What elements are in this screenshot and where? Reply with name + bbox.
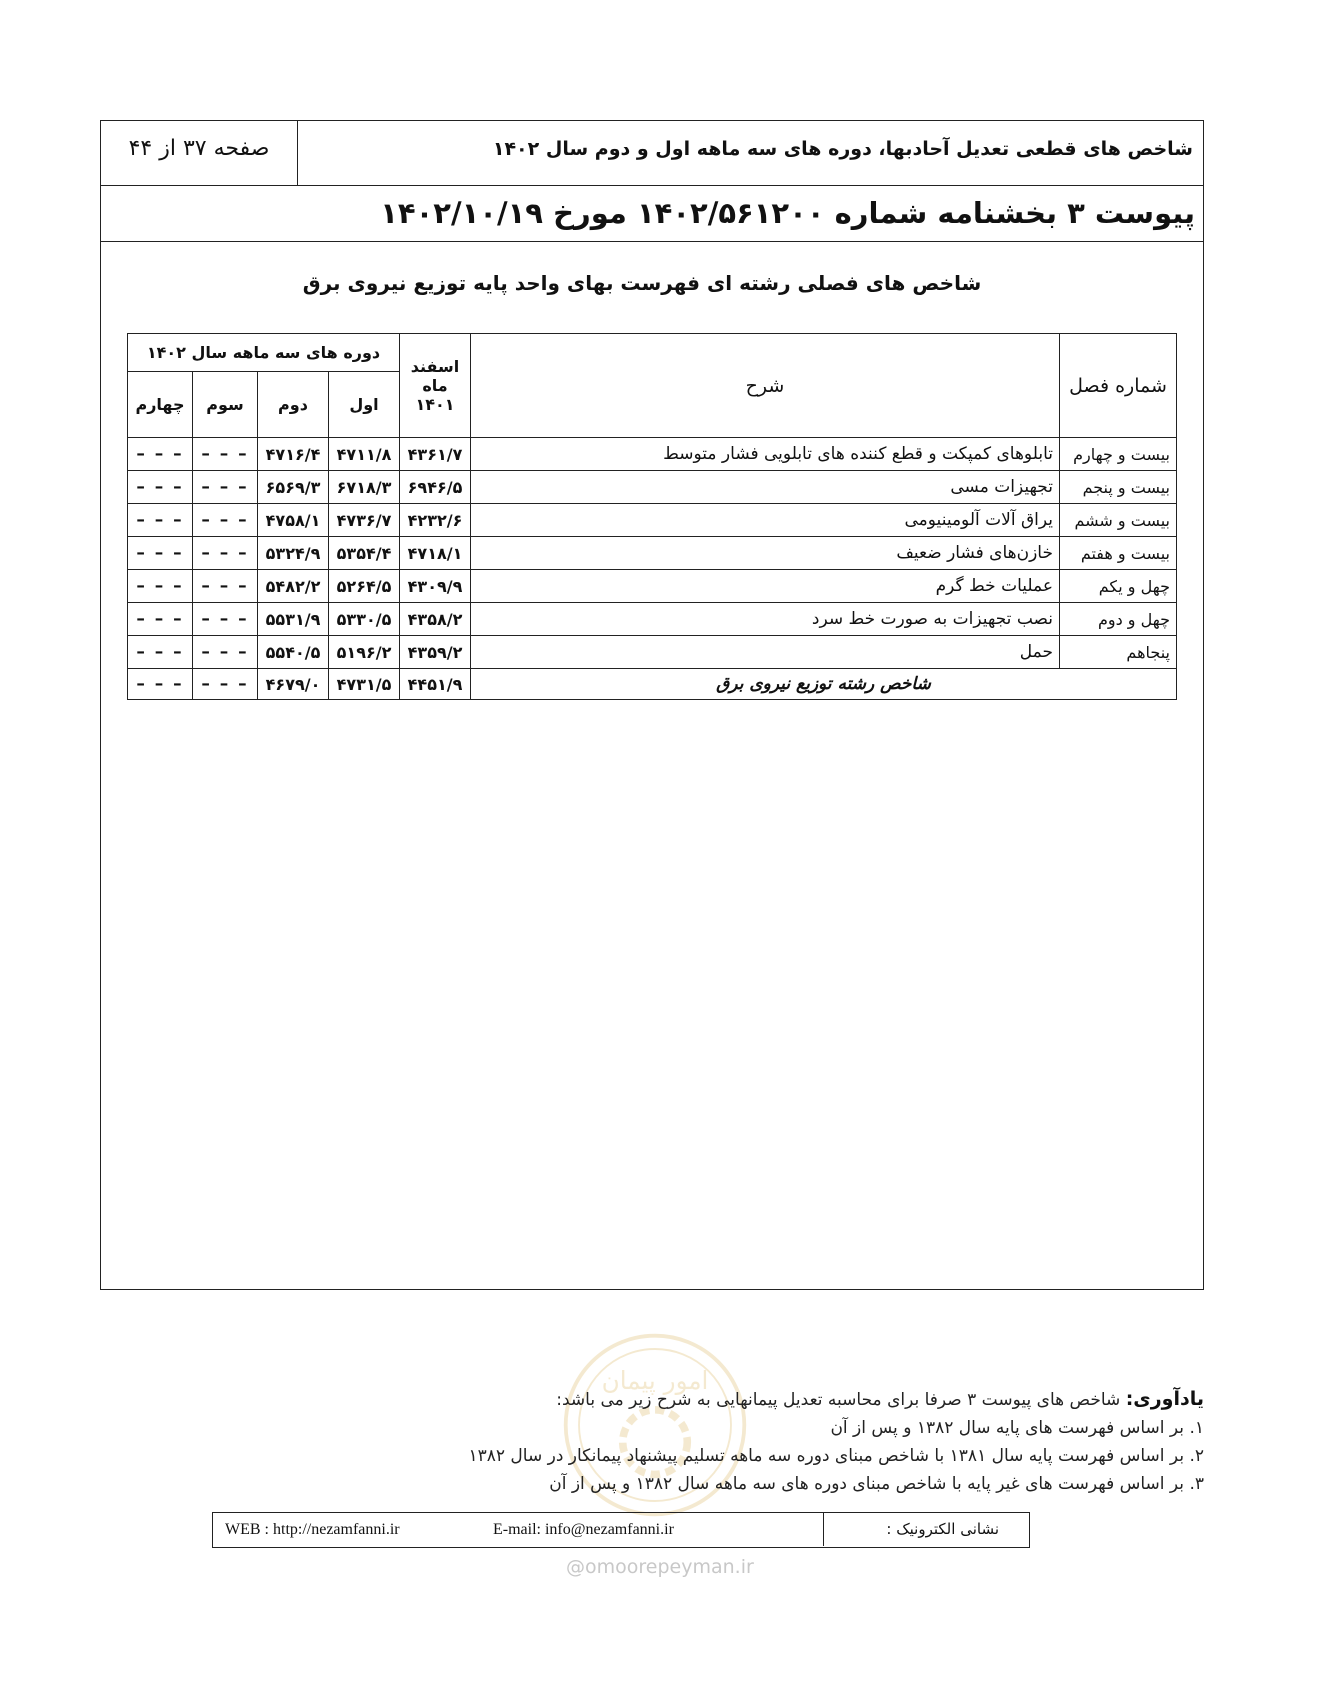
description-cell: خازن‌های فشار ضعیف xyxy=(471,537,1060,570)
contact-box xyxy=(212,1512,1030,1548)
total-description: شاخص رشته توزیع نیروی برق xyxy=(471,669,1177,700)
table-row xyxy=(128,603,1177,636)
email-link[interactable]: E-mail: info@nezamfanni.ir xyxy=(493,1521,674,1538)
svg-text:امور پیمان: امور پیمان xyxy=(601,1365,709,1395)
header-period-1: اول xyxy=(329,372,400,438)
description-cell: حمل xyxy=(471,636,1060,669)
period-3-cell: – – – xyxy=(193,537,258,570)
contact-label: نشانی الکترونیک : xyxy=(823,1513,1029,1546)
page-number: صفحه ۳۷ از ۴۴ xyxy=(101,121,298,185)
note-item: ۱. بر اساس فهرست های پایه سال ۱۳۸۲ و پس از آن xyxy=(830,1418,1204,1438)
table-row xyxy=(128,504,1177,537)
period-2-cell: ۵۵۳۱/۹ xyxy=(258,603,329,636)
document-title: شاخص های قطعی تعدیل آحادبها، دوره های سه ماهه اول و دوم سال ۱۴۰۲ xyxy=(492,138,1193,160)
period-4-cell: – – – xyxy=(128,471,193,504)
notes-section xyxy=(104,1385,1204,1498)
description-cell: تابلوهای کمپکت و قطع کننده های تابلویی فشار متوسط xyxy=(471,438,1060,471)
period-2-cell: ۵۳۲۴/۹ xyxy=(258,537,329,570)
chapter-cell: چهل و دوم xyxy=(1060,603,1177,636)
esfand-cell: ۶۹۴۶/۵ xyxy=(400,471,471,504)
annex-row xyxy=(101,185,1203,242)
header-chapter: شماره فصل xyxy=(1060,334,1177,438)
esfand-cell: ۴۳۶۱/۷ xyxy=(400,438,471,471)
period-2-cell: ۶۵۶۹/۳ xyxy=(258,471,329,504)
total-period-2: ۴۶۷۹/۰ xyxy=(258,669,329,700)
header-periods-group: دوره های سه ماهه سال ۱۴۰۲ xyxy=(128,334,400,372)
table-row xyxy=(128,537,1177,570)
period-4-cell: – – – xyxy=(128,603,193,636)
total-esfand: ۴۴۵۱/۹ xyxy=(400,669,471,700)
table-row xyxy=(128,471,1177,504)
esfand-cell: ۴۲۳۲/۶ xyxy=(400,504,471,537)
esfand-cell: ۴۳۰۹/۹ xyxy=(400,570,471,603)
notes-intro-text: شاخص های پیوست ۳ صرفا برای محاسبه تعدیل پیمانهایی به شرح زیر می باشد: xyxy=(556,1390,1121,1410)
esfand-cell: ۴۳۵۹/۲ xyxy=(400,636,471,669)
description-cell: عملیات خط گرم xyxy=(471,570,1060,603)
chapter-cell: بیست و ششم xyxy=(1060,504,1177,537)
watermark-text: @omoorepeyman.ir xyxy=(566,1556,754,1578)
period-4-cell: – – – xyxy=(128,438,193,471)
esfand-cell: ۴۳۵۸/۲ xyxy=(400,603,471,636)
period-4-cell: – – – xyxy=(128,636,193,669)
total-period-4: – – – xyxy=(128,669,193,700)
annex-title: پیوست ۳ بخشنامه شماره ۱۴۰۲/۵۶۱۲۰۰ مورخ ۱۴۰۲/۱۰/۱۹ xyxy=(380,196,1195,230)
header-period-3: سوم xyxy=(193,372,258,438)
period-1-cell: ۴۷۱۱/۸ xyxy=(329,438,400,471)
period-3-cell: – – – xyxy=(193,636,258,669)
note-item: ۲. بر اساس فهرست پایه سال ۱۳۸۱ با شاخص مبنای دوره سه ماهه تسلیم پیشنهاد پیمانکار در سال ۱۳۸۲ xyxy=(468,1446,1204,1466)
notes-lead: یادآوری: xyxy=(1125,1388,1204,1410)
description-cell: نصب تجهیزات به صورت خط سرد xyxy=(471,603,1060,636)
table-row xyxy=(128,570,1177,603)
header-period-4: چهارم xyxy=(128,372,193,438)
esfand-cell: ۴۷۱۸/۱ xyxy=(400,537,471,570)
period-2-cell: ۵۵۴۰/۵ xyxy=(258,636,329,669)
chapter-cell: بیست و هفتم xyxy=(1060,537,1177,570)
note-item: ۳. بر اساس فهرست های غیر پایه با شاخص مبنای دوره های سه ماهه سال ۱۳۸۲ و پس از آن xyxy=(549,1474,1204,1494)
period-4-cell: – – – xyxy=(128,537,193,570)
period-3-cell: – – – xyxy=(193,471,258,504)
period-1-cell: ۶۷۱۸/۳ xyxy=(329,471,400,504)
index-table xyxy=(127,333,1177,700)
document-frame xyxy=(100,120,1204,1290)
web-link[interactable]: WEB : http://nezamfanni.ir xyxy=(225,1521,400,1538)
period-4-cell: – – – xyxy=(128,504,193,537)
period-1-cell: ۴۷۳۶/۷ xyxy=(329,504,400,537)
table-row xyxy=(128,438,1177,471)
total-row xyxy=(128,669,1177,700)
chapter-cell: پنجاهم xyxy=(1060,636,1177,669)
period-3-cell: – – – xyxy=(193,570,258,603)
period-4-cell: – – – xyxy=(128,570,193,603)
table-row xyxy=(128,636,1177,669)
period-2-cell: ۴۷۱۶/۴ xyxy=(258,438,329,471)
description-cell: یراق آلات آلومینیومی xyxy=(471,504,1060,537)
chapter-cell: بیست و چهارم xyxy=(1060,438,1177,471)
period-1-cell: ۵۳۳۰/۵ xyxy=(329,603,400,636)
period-1-cell: ۵۱۹۶/۲ xyxy=(329,636,400,669)
header-esfand: اسفند ماه ۱۴۰۱ xyxy=(400,334,471,438)
header-row xyxy=(101,121,1203,186)
period-2-cell: ۵۴۸۲/۲ xyxy=(258,570,329,603)
chapter-cell: بیست و پنجم xyxy=(1060,471,1177,504)
header-period-2: دوم xyxy=(258,372,329,438)
description-cell: تجهیزات مسی xyxy=(471,471,1060,504)
period-3-cell: – – – xyxy=(193,438,258,471)
period-1-cell: ۵۳۵۴/۴ xyxy=(329,537,400,570)
period-3-cell: – – – xyxy=(193,603,258,636)
chapter-cell: چهل و یکم xyxy=(1060,570,1177,603)
header-description: شرح xyxy=(471,334,1060,438)
period-2-cell: ۴۷۵۸/۱ xyxy=(258,504,329,537)
table-title: شاخص های فصلی رشته ای فهرست بهای واحد پایه توزیع نیروی برق xyxy=(302,271,982,295)
notes-intro xyxy=(104,1385,1204,1414)
total-period-3: – – – xyxy=(193,669,258,700)
period-1-cell: ۵۲۶۴/۵ xyxy=(329,570,400,603)
period-3-cell: – – – xyxy=(193,504,258,537)
total-period-1: ۴۷۳۱/۵ xyxy=(329,669,400,700)
